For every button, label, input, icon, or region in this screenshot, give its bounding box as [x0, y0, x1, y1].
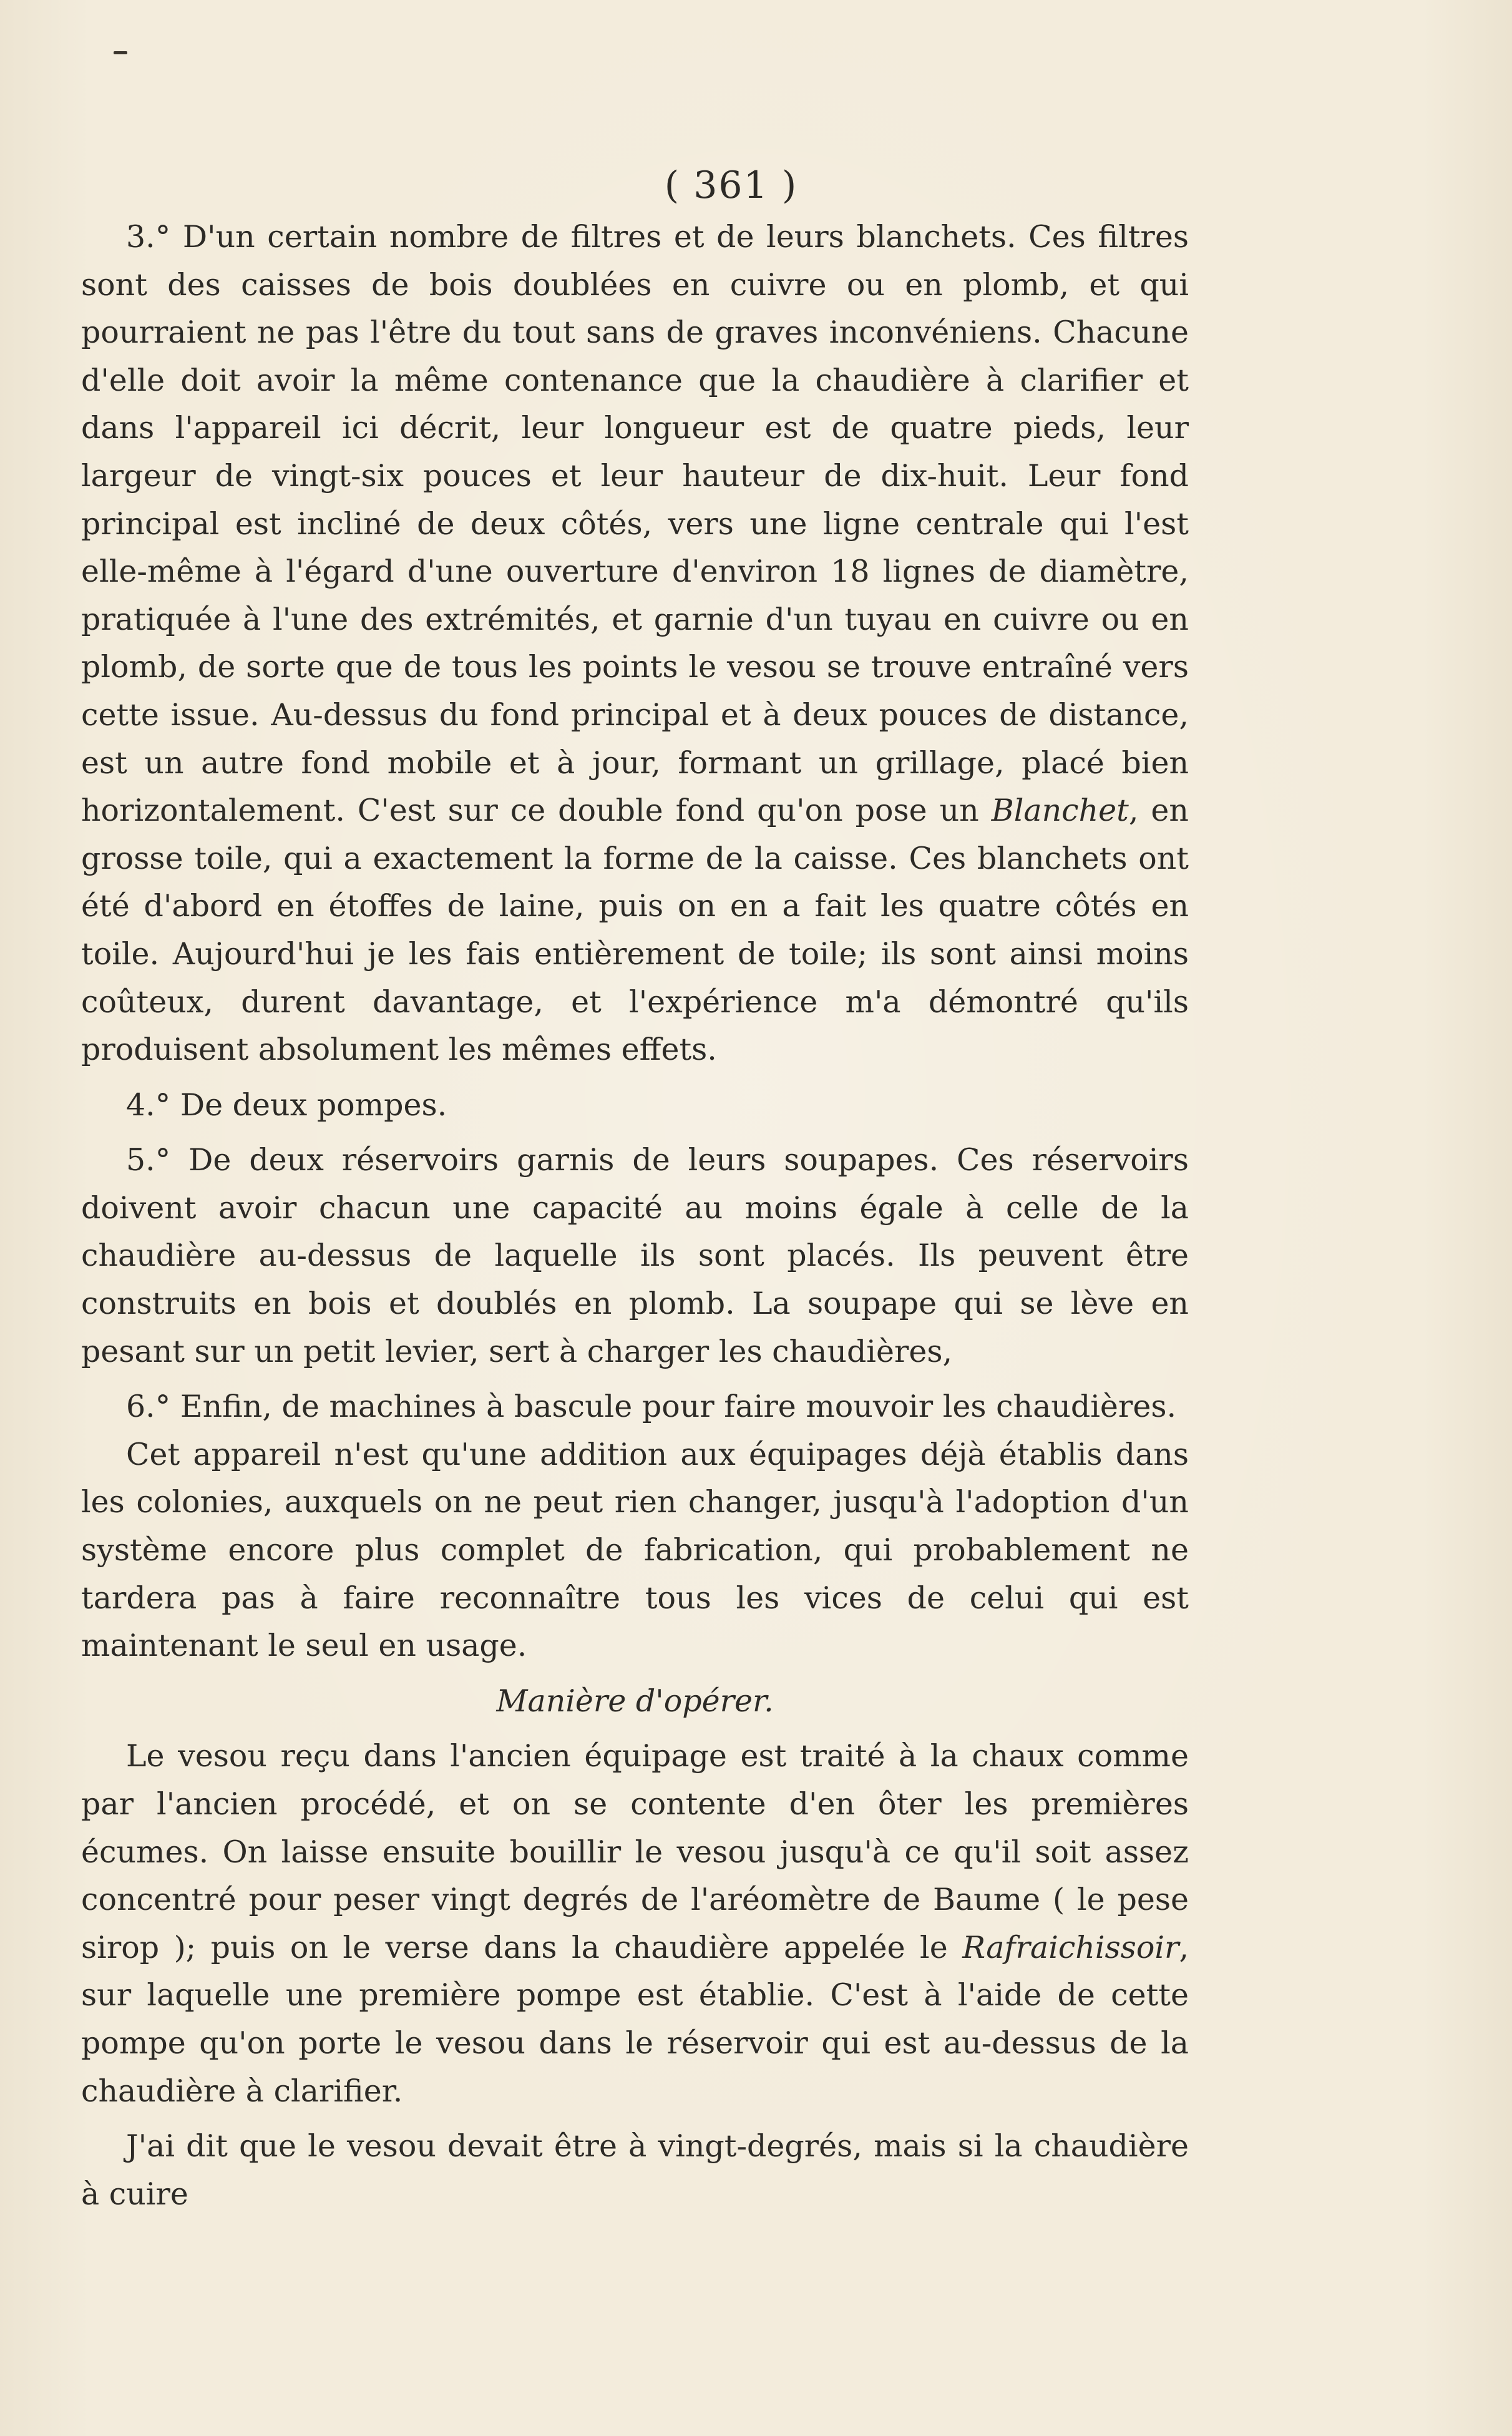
paragraph-vesou [81, 1733, 1189, 2115]
paragraph-reservoirs: 5.° De deux réservoirs garnis de leurs soupapes. Ces réservoirs doivent avoir chacun une capacité au moins égale à celle de la chaudière au-dessus de laquelle ils sont placés. Ils peuvent être construits en bois et doublés en plomb. La soupape qui se lève en pesant sur un petit levier, sert à charger les chaudières, [81, 1142, 1189, 1369]
paragraph-vesou-emphasis: Rafraichissoir [962, 1929, 1179, 1965]
paragraph-filtres-text: 3.° D'un certain nombre de filtres et de leurs blanchets. Ces filtres sont des caisses de bois doublées en cuivre ou en plomb, et qui pourraient ne pas l'être du tout sans de graves inconvéniens. Chacune d'elle doit avoir la même contenance que la chaudière à clarifier et dans l'appareil ici décrit, leur longueur est de quatre pieds, leur largeur de vingt-six pouces et leur hauteur de dix-huit. Leur fond principal est incliné de deux côtés, vers une ligne centrale qui l'est elle-même à l'égard d'une ouverture d'environ 18 lignes de diamètre, pratiquée à l'une des extrémités, et garnie d'un tuyau en cuivre ou en plomb, de sorte que de tous les points le vesou se trouve entraîné vers cette issue. Au-dessus du fond principal et à deux pouces de distance, est un autre fond mobile et à jour, formant un grillage, placé bien horizontalement. C'est sur ce double fond qu'on pose un [81, 219, 1189, 829]
paragraph-filtres-text-after: , en grosse toile, qui a exactement la forme de la caisse. Ces blanchets ont été d'abord en étoffes de laine, puis on en a fait les quatre côtés en toile. Aujourd'hui je les fais entièrement de toile; ils sont ainsi moins coûteux, durent davantage, et l'expérience m'a démontré qu'ils produisent absolument les mêmes effets. [81, 793, 1189, 1068]
section-heading: Manière d'opérer. [496, 1683, 774, 1719]
body-text [81, 213, 1189, 2218]
paragraph-machines: 6.° Enfin, de machines à bascule pour faire mouvoir les chaudières. [126, 1389, 1177, 1425]
paragraph-vesou-text-after: , sur laquelle une première pompe est établie. C'est à l'aide de cette pompe qu'on porte le vesou dans le réservoir qui est au-dessus de la chaudière à clarifier. [81, 1929, 1189, 2109]
paragraph-vingt-degres: J'ai dit que le vesou devait être à vingt-degrés, mais si la chaudière à cuire [81, 2128, 1189, 2212]
ink-mark [114, 51, 127, 54]
paragraph-pompes: 4.° De deux pompes. [126, 1087, 447, 1123]
paragraph-appareil: Cet appareil n'est qu'une addition aux équipages déjà établis dans les colonies, auxquels on ne peut rien changer, jusqu'à l'adoption d'un système encore plus complet de fabrication, qui probablement ne tardera pas à faire reconnaître tous les vices de celui qui est maintenant le seul en usage. [81, 1436, 1189, 1664]
paragraph-filtres [81, 213, 1189, 1074]
paragraph-filtres-emphasis: Blanchet [991, 793, 1129, 829]
page-number: ( 361 ) [664, 164, 798, 207]
paragraph-vesou-text: Le vesou reçu dans l'ancien équipage est traité à la chaux comme par l'ancien procédé, et on se contente d'en ôter les premières écumes. On laisse ensuite bouillir le vesou jusqu'à ce qu'il soit assez concentré pour peser vingt degrés de l'aréomètre de Baume ( le pese sirop ); puis on le verse dans la chaudière appelée le [81, 1738, 1189, 1965]
